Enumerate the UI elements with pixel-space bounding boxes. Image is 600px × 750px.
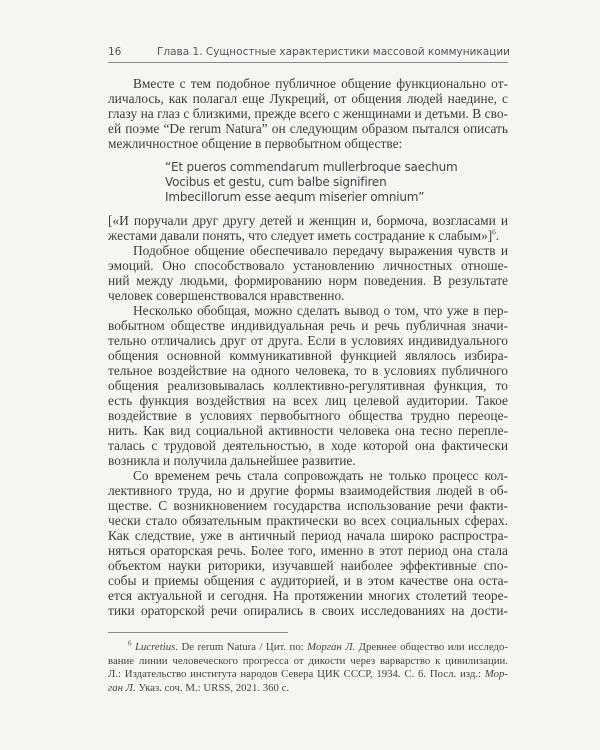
- text-line: [108, 288, 508, 303]
- text-line: [108, 258, 508, 273]
- line-text: жестами давали понять, что следует иметь сострадание к слабым»]: [108, 228, 493, 243]
- footnote-author: Мор-: [484, 668, 508, 681]
- line-text: Imbecillorum esse aequm miserier omnium”: [165, 190, 425, 204]
- text-line: [108, 498, 508, 513]
- text-line: [108, 573, 508, 588]
- text-line: [108, 438, 508, 453]
- footnote-line: [108, 641, 508, 655]
- running-header: [108, 44, 508, 63]
- line-text: чески стало обязательным практически во всех социальных сферах.: [108, 513, 508, 528]
- footnote-author: ган Л.: [108, 681, 136, 694]
- line-text: тики ораторской речи опирались в своих исследованиях на дости-: [108, 603, 508, 618]
- text-line: [108, 243, 508, 258]
- text-line: [108, 453, 508, 468]
- footnote-line: [108, 668, 508, 682]
- footnote-text: . De rerum Natura / Цит. по:: [175, 641, 308, 653]
- line-text: общения основной коммуникативной функцией являлось избира-: [108, 348, 508, 363]
- footnote-ref[interactable]: 6: [492, 228, 496, 237]
- spacer: [108, 151, 508, 160]
- text-line: [108, 213, 508, 228]
- line-text: ществе. С возникновением государства использование речи факти-: [108, 498, 508, 513]
- body-text: [108, 76, 508, 618]
- footnote-text: Указ. соч. М.: URSS, 2021. 360 с.: [135, 681, 290, 694]
- line-text: есть функция воздействия на всех лиц целевой аудитории. Такое: [108, 393, 508, 408]
- line-text: лективного труда, но и другие формы взаимодействия людей в об-: [108, 483, 508, 498]
- text-line: [108, 528, 508, 543]
- text-line: [108, 348, 508, 363]
- line-text: ется актуальной и сегодня. На протяжении многих столетий теоре-: [108, 588, 508, 603]
- text-line: [108, 558, 508, 573]
- footnote-author: Морган Л.: [307, 641, 356, 653]
- spacer: [108, 205, 508, 213]
- text-line: [108, 378, 508, 393]
- line-text: вобытном обществе индивидуальная речь и речь публичная значи-: [108, 318, 508, 333]
- text-line: [108, 543, 508, 558]
- line-text: “Et pueros commendarum mullerbroque saechum: [165, 160, 458, 174]
- line-text: собы и приемы общения с аудиторией, и в этом качестве она оста-: [108, 573, 508, 588]
- line-text: воздействие в условиях первобытного общества трудно переоце-: [108, 408, 508, 423]
- footnote-author: Lucretius: [134, 641, 176, 653]
- footnote-text: вание линии человеческого прогресса от дикости через варварство к цивилизации.: [108, 654, 508, 667]
- text-line: [108, 603, 508, 618]
- line-text: глазу на глаз с близкими, прежде всего с женщинами и детьми. В сво-: [108, 106, 508, 121]
- line-text: межличностное общение в первобытном обществе:: [108, 136, 403, 151]
- text-line: [108, 468, 508, 483]
- text-line: [108, 513, 508, 528]
- line-text: личалось, как полагал еще Лукреций, от общения людей наедине, с: [108, 91, 508, 106]
- line-text: тельно отличались друг от друга. Если в условиях индивидуального: [108, 333, 508, 348]
- text-line: [108, 408, 508, 423]
- text-line: [108, 483, 508, 498]
- line-text: Несколько обобщая, можно сделать вывод о том, что уже в пер-: [133, 303, 508, 318]
- footnote-text: Древнее общество или исследо-: [355, 641, 508, 653]
- line-text: Со временем речь стала сопровождать не только процесс кол-: [133, 468, 508, 483]
- line-text: Вместе с тем подобное публичное общение функционально от-: [133, 76, 508, 91]
- line-text: Vocibus et gestu, cum balbe signifiren: [165, 175, 387, 189]
- line-text: человек совершенствовался нравственно.: [108, 288, 345, 303]
- text-line: [108, 273, 508, 288]
- line-text: тельное воздействие на одного человека, то в условиях публичного: [108, 363, 508, 378]
- text-line: [108, 318, 508, 333]
- line-text: [«И поручали друг другу детей и женщин и, бормоча, возгласами и: [108, 213, 508, 228]
- text-line: [108, 91, 508, 106]
- text-line: [108, 333, 508, 348]
- page-number: 16: [108, 46, 122, 58]
- text-line: [108, 393, 508, 408]
- text-line: [108, 588, 508, 603]
- line-text: няться ораторская речь. Более того, именно в этот период она стала: [108, 543, 508, 558]
- footnote-line: [108, 682, 508, 696]
- line-text: возникла и получила дальнейшее развитие.: [108, 453, 356, 468]
- footnote-text: Л.: Издательство института народов Севера ЦИК СССР, 1934. С. 6. Посл. изд.:: [108, 668, 485, 681]
- text-line: [108, 423, 508, 438]
- footnote-divider: [108, 632, 288, 633]
- line-text: ний между людьми, формированию норм поведения. В результате: [108, 273, 508, 288]
- line-text: объектом науки риторики, изучавшей наиболее эффективные спо-: [108, 558, 508, 573]
- text-line: [108, 121, 508, 136]
- text-line: [108, 136, 508, 151]
- line-text-tail: .: [495, 228, 500, 243]
- footnote: [108, 641, 508, 695]
- footnote-marker: 6: [128, 639, 132, 648]
- text-line: [108, 303, 508, 318]
- running-title: Глава 1. Сущностные характеристики массовой коммуникации: [157, 46, 510, 58]
- line-text: эмоций. Оно способствовало установлению личностных отноше-: [108, 258, 508, 273]
- poem-line: [108, 175, 508, 190]
- footnote-line: [108, 655, 508, 669]
- line-text: нить. Как вид социальной активности человека она тесно перепле-: [108, 423, 508, 438]
- text-line: [108, 363, 508, 378]
- text-line: [108, 76, 508, 91]
- line-text: ей поэме “De rerum Natura” он следующим образом пытался описать: [108, 121, 508, 136]
- text-line: [108, 228, 508, 243]
- poem-line: [108, 190, 508, 205]
- poem-line: [108, 160, 508, 175]
- line-text: Как следствие, уже в античный период начала широко распростра-: [108, 528, 508, 543]
- line-text: общения реализовывалась коллективно-регулятивная функция, то: [108, 378, 508, 393]
- line-text: талась с трудовой деятельностью, в ходе которой она фактически: [108, 438, 508, 453]
- line-text: Подобное общение обеспечивало передачу выражения чувств и: [133, 243, 508, 258]
- text-line: [108, 106, 508, 121]
